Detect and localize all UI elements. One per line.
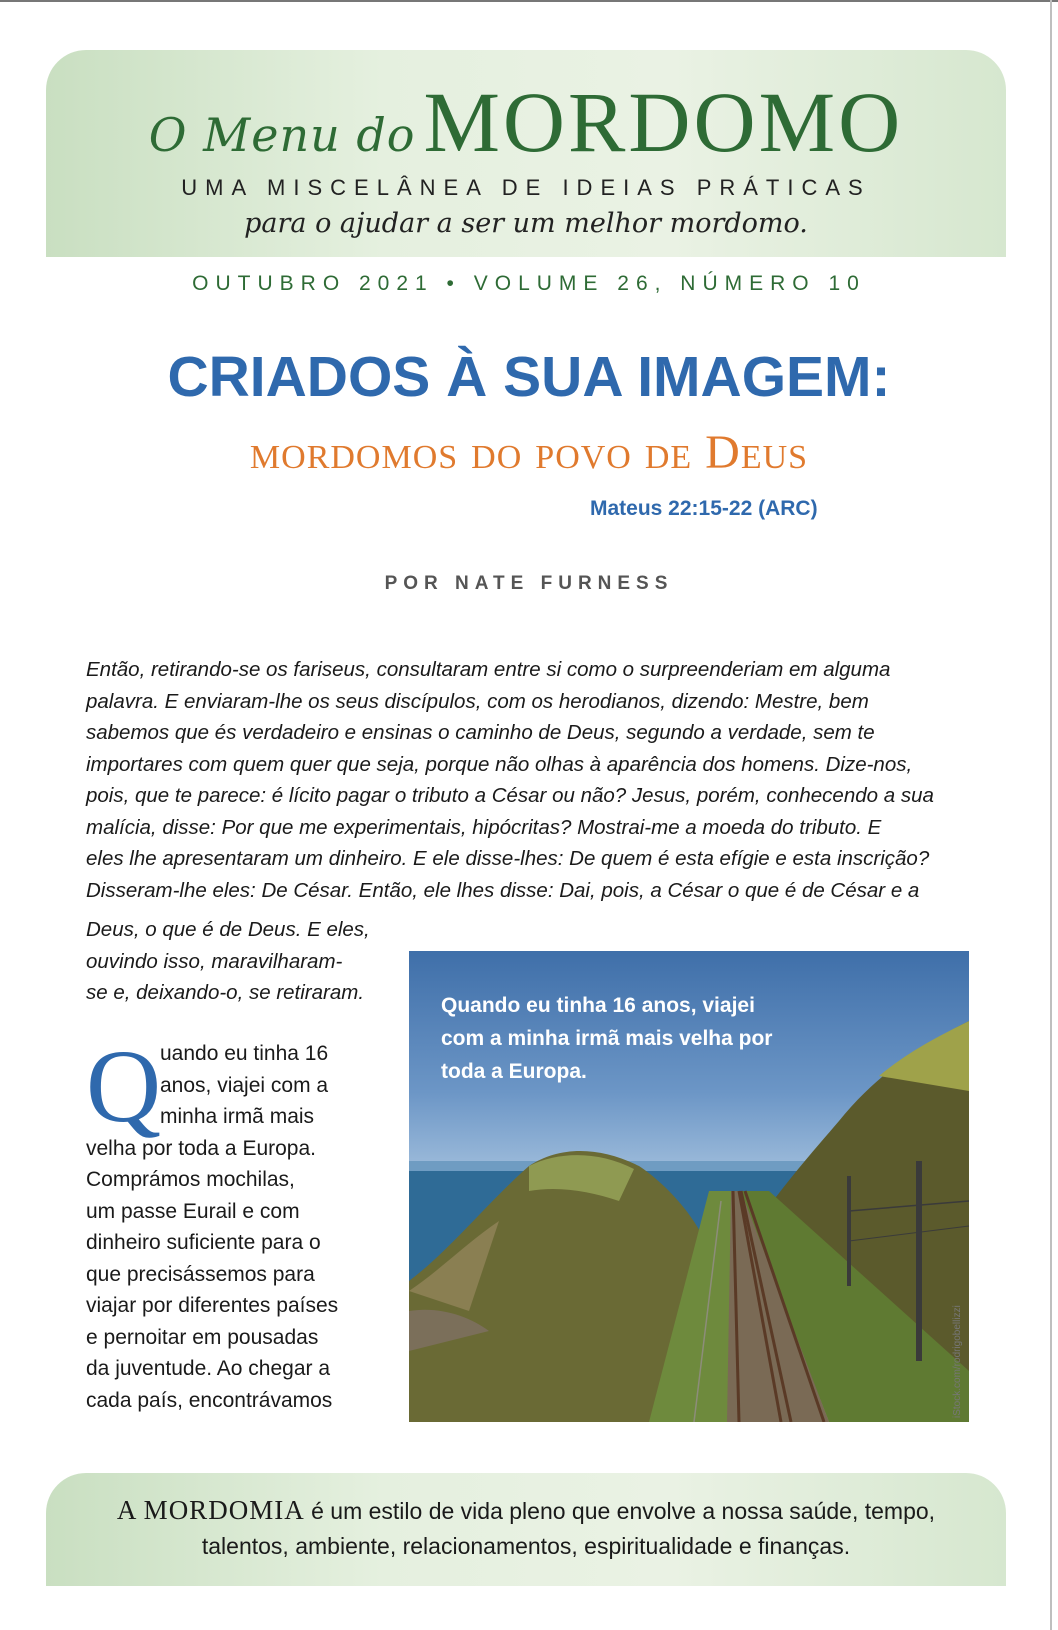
body-line: anos, viajei com a [160, 1073, 329, 1097]
issue-info: OUTUBRO 2021 • VOLUME 26, NÚMERO 10 [192, 272, 866, 295]
body-line: velha por toda a Europa. [86, 1136, 316, 1160]
body-line: da juventude. Ao chegar a [86, 1357, 331, 1380]
scripture-line: se e, deixando-o, se retiraram. [86, 981, 365, 1004]
scripture-passage [86, 654, 968, 906]
page-edge [1050, 0, 1052, 1630]
scripture-line: Deus, o que é de Deus. E eles, [86, 918, 370, 941]
scripture-line: ouvindo isso, maravilharam- [86, 949, 343, 973]
masthead [46, 50, 1006, 257]
scripture-line: importares com quem quer que seja, porque não olhas à aparência dos homens. Dize-nos, [86, 752, 913, 776]
scripture-line: pois, que te parece: é lícito pagar o tributo a César ou não? Jesus, porém, conhecendo a sua [86, 784, 934, 807]
coastal-railway-photo [409, 951, 969, 1422]
scripture-line: eles lhe apresentaram um dinheiro. E ele disse-lhes: De quem é esta efígie e esta inscrição? [86, 847, 930, 870]
scripture-line: Então, retirando-se os fariseus, consultaram entre si como o surpreenderiam em alguma [86, 658, 891, 681]
body-line: e pernoitar em pousadas [86, 1325, 319, 1349]
body-line: dinheiro suficiente para o [86, 1231, 321, 1254]
footer-banner [46, 1473, 1006, 1586]
photo-caption: Quando eu tinha 16 anos, viajei com a minha irmã mais velha por toda a Europa. [441, 994, 773, 1083]
footer-lead: A MORDOMIA [116, 1495, 305, 1525]
scripture-reference: Mateus 22:15-22 (ARC) [590, 497, 818, 520]
tagline: UMA MISCELÂNEA DE IDEIAS PRÁTICAS [181, 175, 871, 200]
brand-logo [46, 72, 1006, 172]
byline: POR NATE FURNESS [384, 573, 674, 594]
body-line: minha irmã mais [160, 1105, 315, 1128]
drop-cap: Q [86, 1029, 162, 1144]
body-line: um passe Eurail e com [86, 1199, 300, 1223]
photo-credit [952, 1408, 962, 1418]
footer-text: é um estilo de vida pleno que envolve a nossa saúde, tempo, [304, 1498, 936, 1524]
scripture-passage-end [86, 914, 386, 1009]
footer-statement [46, 1493, 1006, 1564]
brand-script: O Menu do [148, 108, 416, 162]
body-line: uando eu tinha 16 [160, 1042, 329, 1065]
body-line: que precisássemos para [86, 1262, 315, 1286]
tagline-script: para o ajudar a ser um melhor mordomo. [244, 208, 808, 239]
scripture-line: malícia, disse: Por que me experimentais, hipócritas? Mostrai-me a moeda do tributo. E [86, 815, 882, 839]
scripture-line: Disseram-lhe eles: De César. Então, ele lhes disse: Dai, pois, a César o que é de César e a [86, 878, 920, 902]
scripture-line: sabemos que és verdadeiro e ensinas o caminho de Deus, segundo a verdade, sem te [86, 721, 875, 744]
body-line: Comprámos mochilas, [86, 1168, 295, 1191]
article-subtitle: mordomos do povo de Deus [249, 426, 809, 479]
article-body [86, 1029, 406, 1416]
scripture-line: palavra. E enviaram-lhe os seus discípulos, com os herodianos, dizendo: Mestre, bem [86, 689, 869, 713]
body-line: cada país, encontrávamos [86, 1388, 333, 1412]
body-line: viajar por diferentes países [86, 1294, 339, 1317]
article-title: CRIADOS À SUA IMAGEM: [167, 345, 891, 409]
brand-title: MORDOMO [423, 74, 904, 170]
footer-text: talentos, ambiente, relacionamentos, espiritualidade e finanças. [201, 1533, 851, 1559]
page-edge [0, 0, 1058, 2]
